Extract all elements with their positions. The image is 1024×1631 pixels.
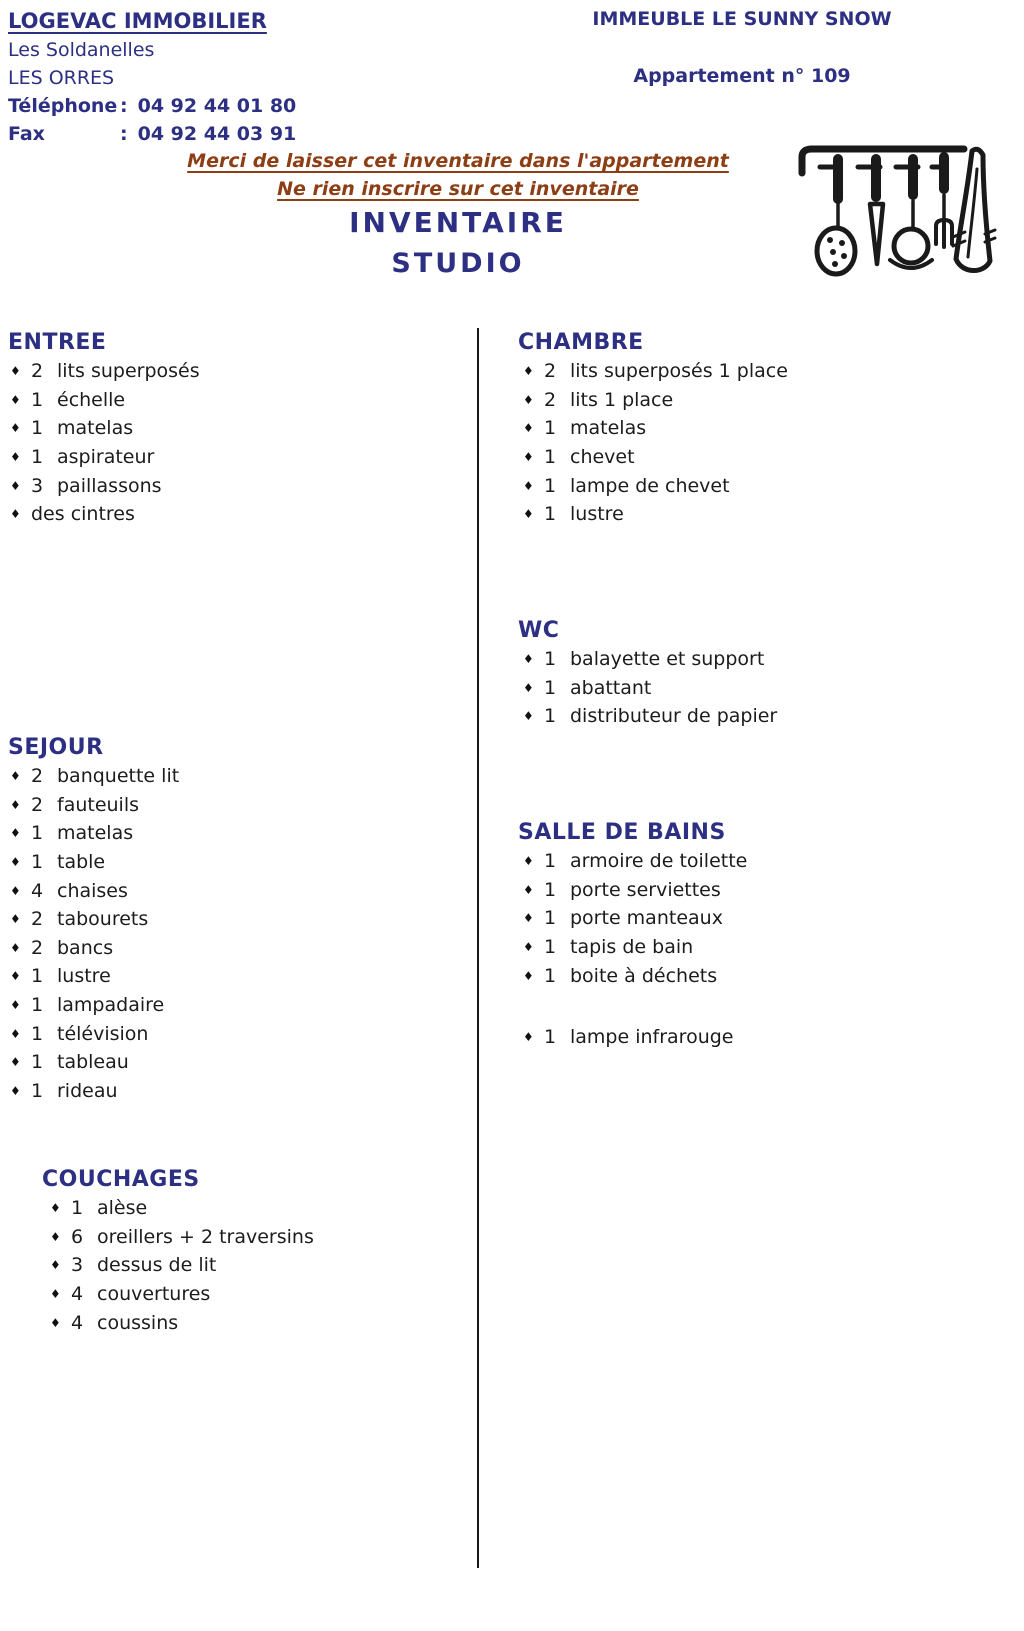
agency-name: LOGEVAC IMMOBILIER	[8, 9, 267, 33]
item-qty: 1	[31, 851, 44, 874]
list-item	[10, 876, 179, 905]
list-item	[10, 1048, 179, 1077]
bullet-diamond-icon: ♦	[523, 854, 534, 869]
list-item	[523, 674, 777, 703]
bullet-diamond-icon: ♦	[10, 392, 21, 407]
item-qty: 1	[544, 850, 557, 873]
bullet-diamond-icon: ♦	[523, 882, 534, 897]
salle-de-bains-item-list	[518, 847, 747, 990]
item-qty: 2	[544, 388, 557, 411]
item-label: matelas	[570, 417, 647, 440]
item-label: balayette et support	[570, 648, 765, 671]
list-item	[523, 847, 747, 876]
item-qty: 2	[544, 360, 557, 383]
agency-address-line2: LES ORRES	[8, 67, 115, 89]
item-qty: 1	[31, 388, 44, 411]
item-label: oreillers + 2 traversins	[97, 1225, 314, 1248]
item-qty: 1	[31, 994, 44, 1017]
item-label: chevet	[570, 446, 635, 469]
item-qty: 1	[31, 965, 44, 988]
item-label: lampe de chevet	[570, 474, 730, 497]
sejour-item-list	[8, 762, 179, 1105]
section-couchages	[42, 1166, 314, 1337]
bullet-diamond-icon: ♦	[50, 1229, 61, 1244]
item-qty: 2	[31, 765, 44, 788]
bullet-diamond-icon: ♦	[10, 478, 21, 493]
bullet-diamond-icon: ♦	[10, 450, 21, 465]
agency-fax-row	[8, 120, 296, 148]
section-entree	[8, 329, 200, 529]
bullet-diamond-icon: ♦	[10, 940, 21, 955]
bullet-diamond-icon: ♦	[523, 1030, 534, 1045]
bullet-diamond-icon: ♦	[523, 652, 534, 667]
list-item	[50, 1194, 314, 1223]
item-label: paillassons	[57, 474, 162, 497]
item-label: lampe infrarouge	[570, 1026, 734, 1049]
item-qty: 1	[31, 1079, 44, 1102]
agency-address-line1: Les Soldanelles	[8, 39, 155, 61]
item-label: porte serviettes	[570, 878, 721, 901]
list-item	[10, 762, 179, 791]
item-qty: 1	[544, 1026, 557, 1049]
item-label: lustre	[57, 965, 111, 988]
item-label: bancs	[57, 936, 114, 959]
list-item	[523, 443, 788, 472]
item-label: lits superposés 1 place	[570, 360, 788, 383]
bullet-diamond-icon: ♦	[523, 421, 534, 436]
item-label: tabourets	[57, 908, 149, 931]
item-qty: 1	[544, 417, 557, 440]
kitchen-utensils-rack-icon	[786, 126, 998, 290]
bullet-diamond-icon: ♦	[523, 450, 534, 465]
list-item	[10, 500, 200, 529]
list-item	[10, 386, 200, 415]
bullet-diamond-icon: ♦	[10, 1083, 21, 1098]
item-qty: 1	[544, 474, 557, 497]
item-label: table	[57, 851, 106, 874]
list-item	[523, 904, 747, 933]
bullet-diamond-icon: ♦	[10, 507, 21, 522]
bullet-diamond-icon: ♦	[523, 940, 534, 955]
list-item	[10, 357, 200, 386]
bullet-diamond-icon: ♦	[10, 797, 21, 812]
section-title-couchages: COUCHAGES	[42, 1167, 200, 1192]
item-qty: 1	[544, 503, 557, 526]
item-qty: 1	[31, 1022, 44, 1045]
salle-de-bains-extra-item-list	[518, 1023, 747, 1052]
list-item	[10, 1077, 179, 1106]
list-item	[523, 500, 788, 529]
item-qty: 1	[544, 446, 557, 469]
building-name: IMMEUBLE LE SUNNY SNOW	[592, 8, 892, 30]
list-item	[523, 414, 788, 443]
item-label: télévision	[57, 1022, 149, 1045]
list-item	[523, 933, 747, 962]
item-label: lampadaire	[57, 994, 165, 1017]
section-title-sejour: SEJOUR	[8, 735, 104, 760]
item-qty: 2	[31, 936, 44, 959]
bullet-diamond-icon: ♦	[50, 1315, 61, 1330]
item-label: couvertures	[97, 1283, 211, 1306]
list-item	[523, 645, 777, 674]
bullet-diamond-icon: ♦	[523, 968, 534, 983]
item-qty: 2	[31, 793, 44, 816]
phone-separator: :	[120, 95, 128, 117]
phone-label: Téléphone	[8, 95, 118, 117]
list-item	[50, 1223, 314, 1252]
column-divider	[477, 328, 479, 1568]
bullet-diamond-icon: ♦	[50, 1287, 61, 1302]
bullet-diamond-icon: ♦	[10, 998, 21, 1013]
section-wc	[518, 617, 777, 731]
item-qty: 2	[31, 908, 44, 931]
bullet-diamond-icon: ♦	[523, 709, 534, 724]
bullet-diamond-icon: ♦	[10, 883, 21, 898]
item-label: porte manteaux	[570, 907, 723, 930]
fax-label: Fax	[8, 123, 45, 145]
bullet-diamond-icon: ♦	[10, 769, 21, 784]
bullet-diamond-icon: ♦	[523, 478, 534, 493]
item-qty: 1	[544, 705, 557, 728]
item-qty: 3	[31, 474, 44, 497]
item-qty: 1	[544, 907, 557, 930]
list-item	[523, 1023, 747, 1052]
building-header	[540, 8, 944, 87]
list-item	[50, 1308, 314, 1337]
item-qty: 1	[544, 676, 557, 699]
item-label: lustre	[570, 503, 624, 526]
section-chambre	[518, 329, 788, 529]
item-label: des cintres	[31, 503, 135, 526]
section-sejour	[8, 734, 179, 1105]
bullet-diamond-icon: ♦	[523, 680, 534, 695]
agency-header	[8, 6, 296, 148]
item-label: lits 1 place	[570, 388, 674, 411]
item-label: abattant	[570, 676, 652, 699]
notice-line-1: Merci de laisser cet inventaire dans l'appartement	[187, 150, 729, 172]
item-label: lits superposés	[57, 360, 200, 383]
item-label: fauteuils	[57, 793, 140, 816]
item-label: échelle	[57, 388, 126, 411]
item-label: aspirateur	[57, 446, 155, 469]
wc-item-list	[518, 645, 777, 731]
list-item	[523, 471, 788, 500]
section-title-entree: ENTREE	[8, 330, 107, 355]
document-subtitle: STUDIO	[391, 248, 525, 279]
list-item	[523, 876, 747, 905]
item-qty: 4	[31, 879, 44, 902]
list-item	[523, 386, 788, 415]
bullet-diamond-icon: ♦	[10, 969, 21, 984]
bullet-diamond-icon: ♦	[50, 1201, 61, 1216]
list-item	[10, 962, 179, 991]
item-label: tapis de bain	[570, 936, 694, 959]
item-label: distributeur de papier	[570, 705, 778, 728]
item-qty: 6	[71, 1225, 84, 1248]
entree-item-list	[8, 357, 200, 529]
item-label: chaises	[57, 879, 128, 902]
item-qty: 1	[544, 964, 557, 987]
list-item	[10, 791, 179, 820]
section-title-salle-de-bains: SALLE DE BAINS	[518, 820, 726, 845]
item-label: boite à déchets	[570, 964, 718, 987]
list-item	[523, 961, 747, 990]
item-label: tableau	[57, 1051, 129, 1074]
item-label: armoire de toilette	[570, 850, 748, 873]
notice-line-2: Ne rien inscrire sur cet inventaire	[277, 178, 639, 200]
bullet-diamond-icon: ♦	[10, 826, 21, 841]
bullet-diamond-icon: ♦	[523, 911, 534, 926]
bullet-diamond-icon: ♦	[10, 912, 21, 927]
list-item	[10, 991, 179, 1020]
bullet-diamond-icon: ♦	[10, 421, 21, 436]
item-label: alèse	[97, 1197, 148, 1220]
item-qty: 2	[31, 360, 44, 383]
item-qty: 1	[31, 446, 44, 469]
item-label: banquette lit	[57, 765, 180, 788]
list-item	[523, 357, 788, 386]
bullet-diamond-icon: ♦	[523, 364, 534, 379]
agency-phone-row	[8, 92, 296, 120]
fax-number: 04 92 44 03 91	[137, 123, 297, 145]
apartment-number: Appartement n° 109	[633, 65, 851, 87]
bullet-diamond-icon: ♦	[10, 1055, 21, 1070]
list-item	[50, 1251, 314, 1280]
bullet-diamond-icon: ♦	[50, 1258, 61, 1273]
list-item	[10, 471, 200, 500]
list-item	[50, 1280, 314, 1309]
chambre-item-list	[518, 357, 788, 529]
item-qty: 1	[71, 1197, 84, 1220]
item-qty: 4	[71, 1283, 84, 1306]
section-title-chambre: CHAMBRE	[518, 330, 644, 355]
item-qty: 1	[544, 878, 557, 901]
section-title-wc: WC	[518, 618, 560, 643]
list-item	[523, 702, 777, 731]
fax-separator: :	[120, 123, 128, 145]
item-qty: 4	[71, 1311, 84, 1334]
section-salle-de-bains	[518, 819, 747, 1052]
bullet-diamond-icon: ♦	[10, 1026, 21, 1041]
item-label: matelas	[57, 417, 134, 440]
item-qty: 3	[71, 1254, 84, 1277]
item-label: matelas	[57, 822, 134, 845]
list-item	[10, 905, 179, 934]
item-qty: 1	[31, 1051, 44, 1074]
item-qty: 1	[31, 822, 44, 845]
list-item	[10, 414, 200, 443]
item-qty: 1	[544, 648, 557, 671]
item-qty: 1	[544, 936, 557, 959]
bullet-diamond-icon: ♦	[10, 855, 21, 870]
list-item	[10, 848, 179, 877]
bullet-diamond-icon: ♦	[10, 364, 21, 379]
list-item	[10, 934, 179, 963]
item-label: dessus de lit	[97, 1254, 217, 1277]
couchages-item-list	[42, 1194, 314, 1337]
list-item	[10, 1019, 179, 1048]
list-item	[10, 443, 200, 472]
item-label: coussins	[97, 1311, 179, 1334]
bullet-diamond-icon: ♦	[523, 507, 534, 522]
bullet-diamond-icon: ♦	[523, 392, 534, 407]
item-label: rideau	[57, 1079, 118, 1102]
list-item	[10, 819, 179, 848]
document-title: INVENTAIRE	[349, 206, 567, 239]
phone-number: 04 92 44 01 80	[137, 95, 297, 117]
item-qty: 1	[31, 417, 44, 440]
